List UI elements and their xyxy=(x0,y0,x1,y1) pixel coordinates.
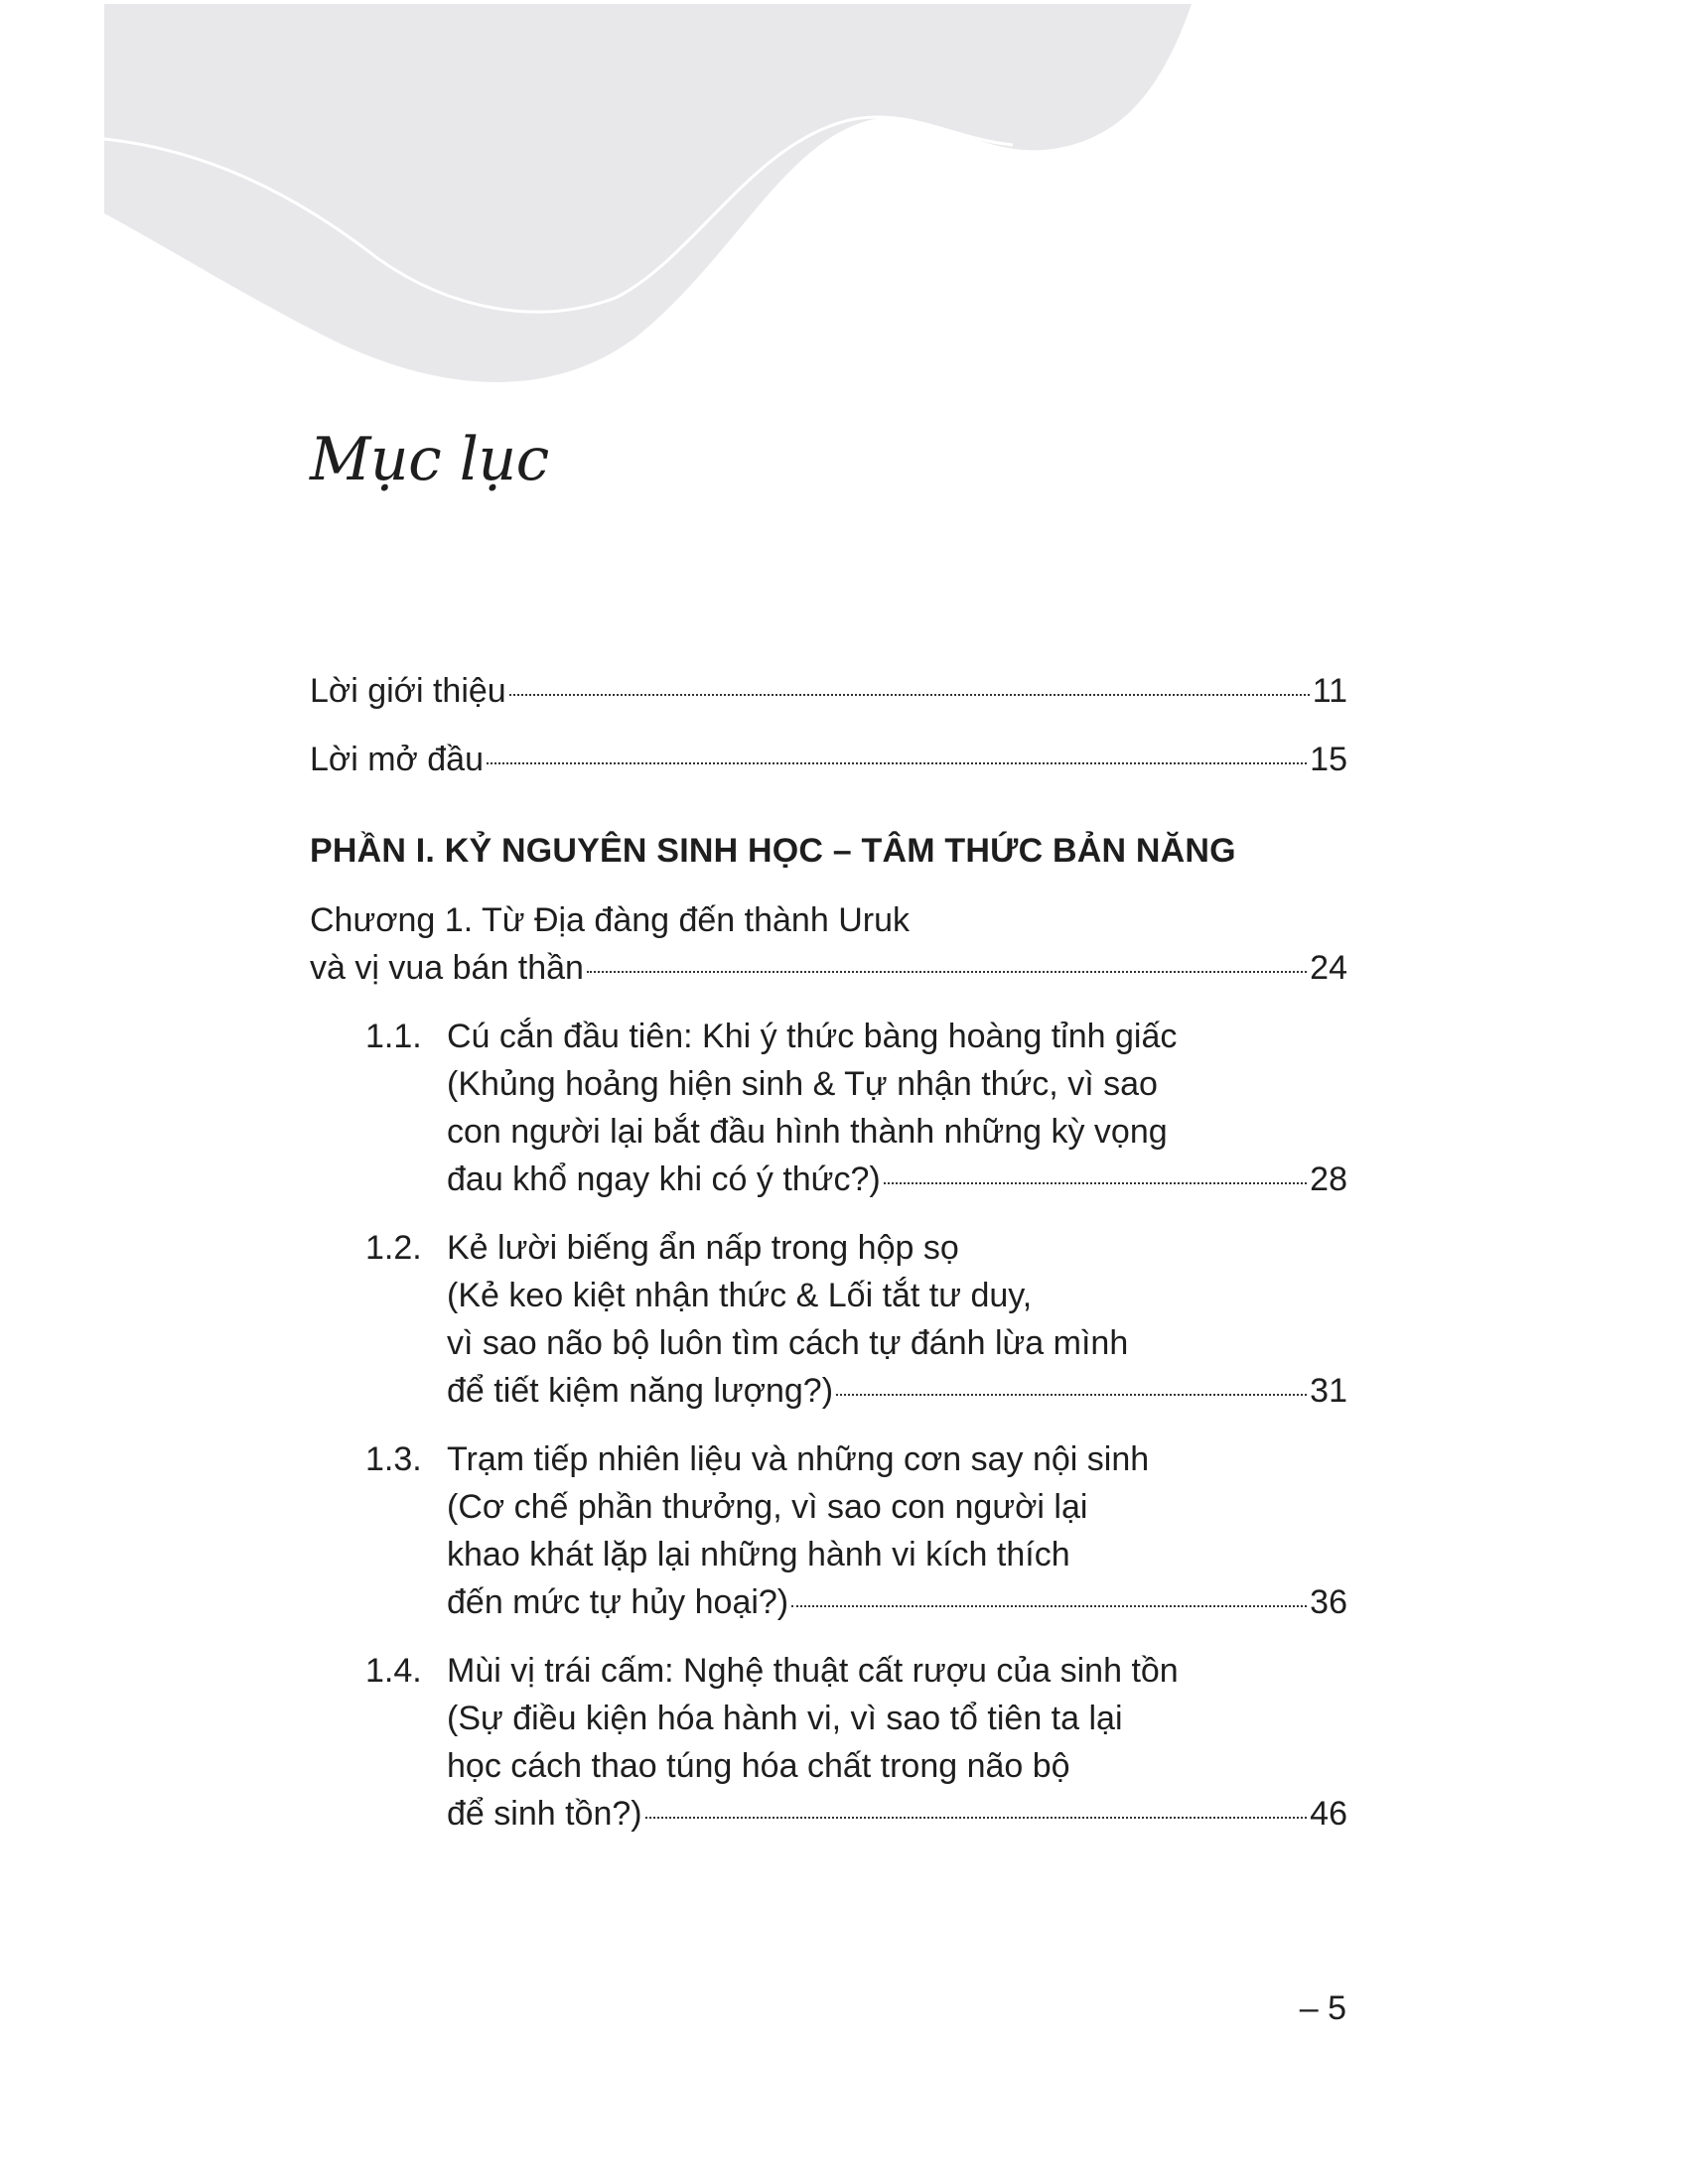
chapter-title-line: Chương 1. Từ Địa đàng đến thành Uruk xyxy=(310,901,910,939)
toc-section-1-4 xyxy=(310,1647,1347,1838)
section-number: 1.3. xyxy=(365,1440,422,1478)
toc-entry-page: 46 xyxy=(1310,1795,1347,1833)
toc-entry-text: để tiết kiệm năng lượng?) xyxy=(447,1372,834,1410)
section-number: 1.4. xyxy=(365,1652,422,1690)
toc-chapter-1 xyxy=(310,896,1347,992)
toc-section-1-2 xyxy=(310,1224,1347,1415)
section-body xyxy=(447,1013,1347,1203)
section-number: 1.1. xyxy=(365,1018,422,1055)
section-last-line xyxy=(447,1790,1347,1838)
decorative-wave-shape xyxy=(0,0,1688,397)
section-line: khao khát lặp lại những hành vi kích thích xyxy=(447,1536,1070,1573)
section-line: Mùi vị trái cấm: Nghệ thuật cất rượu của sinh tồn xyxy=(447,1652,1179,1690)
toc-entry-text: để sinh tồn?) xyxy=(447,1795,642,1833)
section-line: con người lại bắt đầu hình thành những kỳ vọng xyxy=(447,1113,1168,1151)
toc-entry-text: đến mức tự hủy hoại?) xyxy=(447,1583,789,1621)
dot-leader xyxy=(509,694,1310,696)
toc-entry-text: và vị vua bán thần xyxy=(310,949,584,987)
dot-leader xyxy=(791,1605,1307,1607)
dot-leader xyxy=(587,971,1307,973)
toc-entry-page: 11 xyxy=(1312,672,1347,710)
toc-entry-page: 15 xyxy=(1310,741,1347,778)
dot-leader xyxy=(487,762,1307,764)
section-line: (Khủng hoảng hiện sinh & Tự nhận thức, vì sao xyxy=(447,1065,1158,1103)
section-line: (Kẻ keo kiệt nhận thức & Lối tắt tư duy, xyxy=(447,1277,1033,1314)
wave-fill xyxy=(104,4,1192,382)
section-body xyxy=(447,1224,1347,1415)
section-line: học cách thao túng hóa chất trong não bộ xyxy=(447,1747,1070,1785)
dot-leader xyxy=(836,1394,1307,1396)
toc-entry-page: 36 xyxy=(1310,1583,1347,1621)
section-last-line xyxy=(447,1156,1347,1203)
section-number: 1.2. xyxy=(365,1229,422,1267)
toc-section-1-1 xyxy=(310,1013,1347,1203)
section-last-line xyxy=(447,1578,1347,1626)
section-line: Kẻ lười biếng ẩn nấp trong hộp sọ xyxy=(447,1229,959,1267)
section-line: (Sự điều kiện hóa hành vi, vì sao tổ tiên ta lại xyxy=(447,1700,1123,1737)
dot-leader xyxy=(884,1182,1308,1184)
section-line: vì sao não bộ luôn tìm cách tự đánh lừa mình xyxy=(447,1324,1129,1362)
section-body xyxy=(447,1647,1347,1838)
chapter-last-line xyxy=(310,944,1347,992)
toc-entry-text: Lời mở đầu xyxy=(310,741,484,778)
toc-entry-page: 28 xyxy=(1310,1160,1347,1198)
toc-entry-page: 31 xyxy=(1310,1372,1347,1410)
page-title: Mục lục xyxy=(310,425,549,494)
section-body xyxy=(447,1435,1347,1626)
dot-leader xyxy=(645,1817,1308,1819)
toc-entry-preface xyxy=(310,736,1347,783)
section-last-line xyxy=(447,1367,1347,1415)
toc-entry-introduction xyxy=(310,667,1347,715)
section-line: (Cơ chế phần thưởng, vì sao con người lại xyxy=(447,1488,1088,1526)
toc-entry-page: 24 xyxy=(1310,949,1347,987)
section-line: Trạm tiếp nhiên liệu và những cơn say nội sinh xyxy=(447,1440,1150,1478)
part-heading: PHẦN I. KỶ NGUYÊN SINH HỌC – TÂM THỨC BẢN NĂNG xyxy=(310,832,1236,870)
toc-section-1-3 xyxy=(310,1435,1347,1626)
table-of-contents xyxy=(310,667,1347,1838)
toc-entry-text: đau khổ ngay khi có ý thức?) xyxy=(447,1160,881,1198)
toc-entry-text: Lời giới thiệu xyxy=(310,672,506,710)
page-number: – 5 xyxy=(1299,1989,1346,2027)
section-line: Cú cắn đầu tiên: Khi ý thức bàng hoàng tỉnh giấc xyxy=(447,1018,1178,1055)
